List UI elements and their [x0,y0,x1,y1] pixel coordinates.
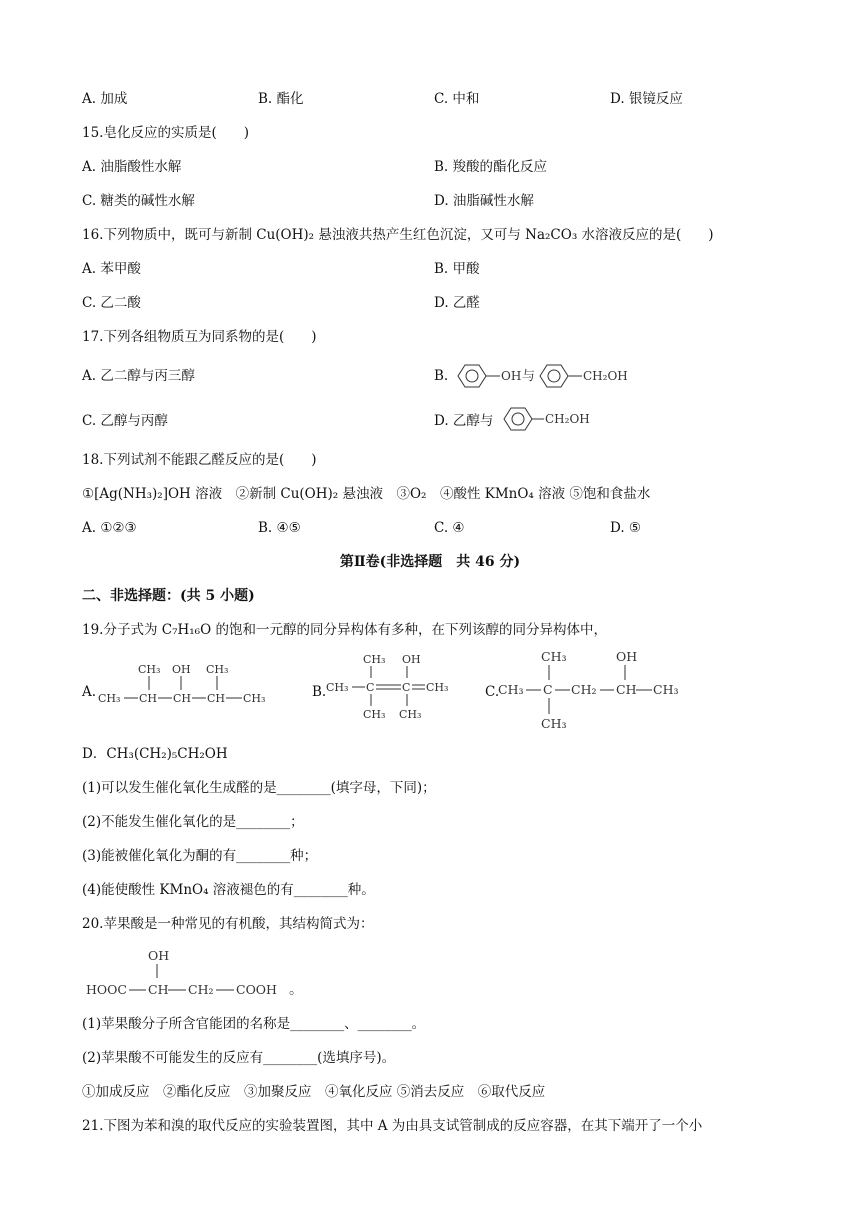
option-b: B. ④⑤ [258,520,301,536]
option-d: D．CH₃(CH₂)₅CH₂OH [82,746,228,762]
ch2oh-label: CH₂OH [583,369,628,383]
part-heading: 二、非选择题：(共 5 小题) [82,588,255,604]
section-title: 第Ⅱ卷(非选择题 共 46 分) [339,554,521,570]
group: CH₃ [426,681,449,694]
group: HOOC [86,982,127,997]
structure-benzyl-alcohol [500,403,600,435]
reaction-options: ①加成反应 ②酯化反应 ③加聚反应 ④氧化反应 ⑤消去反应 ⑥取代反应 [82,1084,546,1100]
group: CH₃ [363,708,386,721]
group: CH₃ [326,681,349,694]
group: CH₃ [138,663,161,676]
sub-question-1: (1)可以发生催化氧化生成醛的是________(填字母，下同)； [82,780,436,796]
period: 。 [289,982,303,998]
option-a: A. 油脂酸性水解 [82,159,182,175]
question-stem: 21.下图为苯和溴的取代反应的实验装置图，其中 A 为由具支试管制成的反应容器，在其下端开了一个小 [82,1118,703,1134]
question-stem: 15.皂化反应的实质是( ) [82,125,250,141]
sub-question-2: (2)苹果酸不可能发生的反应有________(选填序号)。 [82,1050,396,1066]
group: OH [172,663,191,676]
with-label: 与 [522,369,536,384]
option-b: B. [434,368,449,384]
group: COOH [236,982,277,997]
group: CH₃ [363,653,386,666]
group: C [366,681,375,694]
group: CH₃ [206,663,229,676]
group: C [543,682,553,697]
group: CH₃ [498,682,524,697]
question-stem: 18.下列试剂不能跟乙醛反应的是( ) [82,452,317,468]
structure-phenol-benzyl-alcohol [452,360,632,392]
structure-malic-acid [84,944,344,1002]
option-c: C. 乙醇与丙醇 [82,413,168,429]
sub-question-2: (2)不能发生催化氧化的是________； [82,814,304,830]
ch2oh-label: CH₂OH [545,412,590,426]
group: CH₂ [188,982,214,997]
group: CH [616,682,637,697]
reagent-list: ①[Ag(NH₃)₂]OH 溶液 ②新制 Cu(OH)₂ 悬浊液 ③O₂ ④酸性 KMnO₄ 溶液 ⑤饱和食盐水 [82,486,651,502]
option-b: B. 酯化 [258,91,304,107]
option-b: B. 甲酸 [434,261,480,277]
group: CH₃ [541,716,567,731]
group: CH [139,692,158,705]
question-stem: 20.苹果酸是一种常见的有机酸，其结构简式为： [82,916,374,932]
group: OH [616,649,638,664]
option-d: D. ⑤ [610,520,642,536]
group: CH [207,692,226,705]
sub-question-3: (3)能被催化氧化为酮的有________种； [82,848,318,864]
option-d: D. 乙醇与 [434,413,494,429]
question-stem: 19.分子式为 C₇H₁₆O 的饱和一元醇的同分异构体有多种，在下列该醇的同分异构体中， [82,622,607,638]
group: OH [148,948,170,963]
option-d: D. 油脂碱性水解 [434,193,534,209]
option-b-label: B. [312,684,327,700]
option-c-label: C. [485,684,500,700]
option-d: D. 银镜反应 [610,91,683,107]
option-c: C. 糖类的碱性水解 [82,193,195,209]
group: CH [148,982,169,997]
option-c: C. 中和 [434,91,480,107]
sub-question-4: (4)能使酸性 KMnO₄ 溶液褪色的有________种。 [82,882,375,898]
question-stem: 16.下列物质中，既可与新制 Cu(OH)₂ 悬浊液共热产生红色沉淀，又可与 Na₂CO₃ 水溶液反应的是( ) [82,227,714,243]
group: C [402,681,411,694]
option-c: C. 乙二酸 [82,295,141,311]
oh-label: OH [501,369,522,383]
option-a: A. 乙二醇与丙三醇 [82,368,195,384]
structure-c [496,644,696,734]
option-d: D. 乙醛 [434,295,480,311]
group: CH₃ [541,649,567,664]
option-b: B. 羧酸的酯化反应 [434,159,548,175]
option-c: C. ④ [434,520,465,536]
group: CH [173,692,192,705]
option-a-label: A. [82,684,97,700]
group: CH₃ [399,708,422,721]
group: CH₂ [571,682,597,697]
sub-question-1: (1)苹果酸分子所含官能团的名称是________、________。 [82,1016,426,1032]
question-stem: 17.下列各组物质互为同系物的是( ) [82,329,317,345]
option-a: A. 苯甲酸 [82,261,141,277]
option-a: A. ①②③ [82,520,137,536]
group: CH₃ [243,692,266,705]
group: OH [402,653,421,666]
group: CH₃ [98,692,121,705]
structure-a [96,658,281,714]
structure-b [324,648,459,728]
option-a: A. 加成 [82,91,128,107]
group: CH₃ [653,682,679,697]
